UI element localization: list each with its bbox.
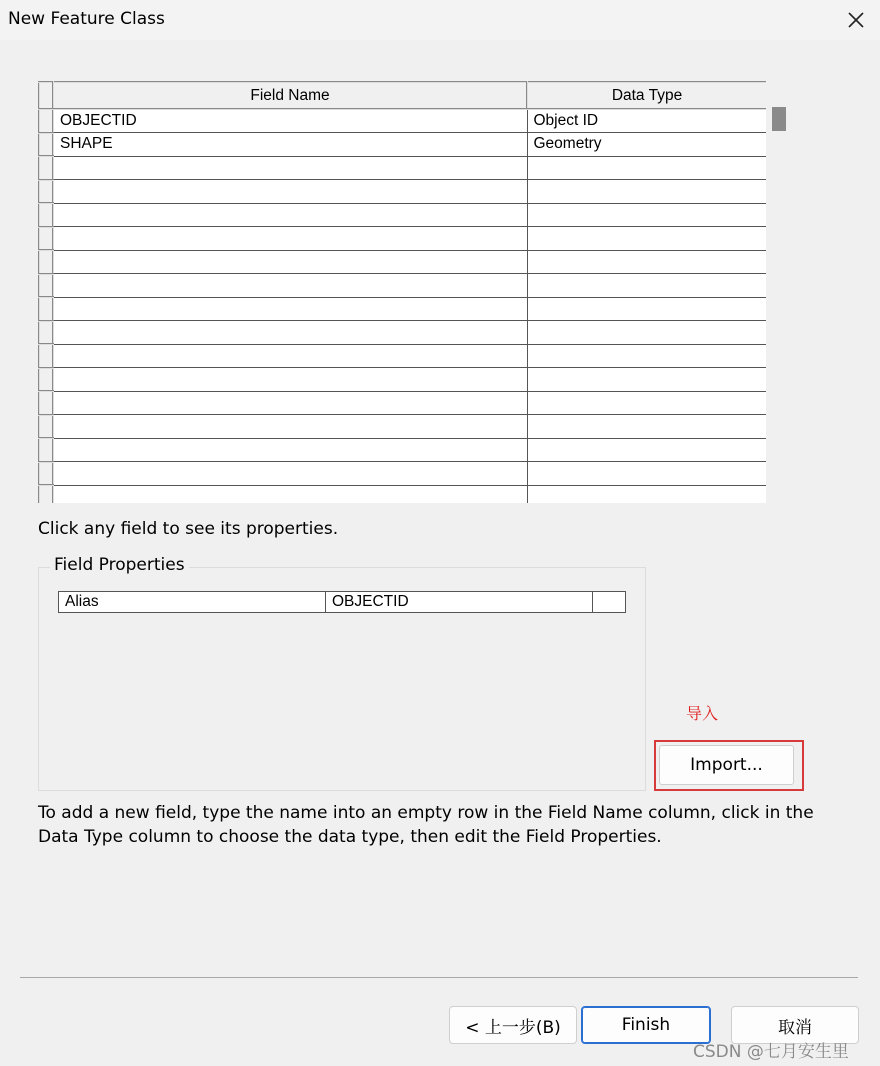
- field-name-cell[interactable]: [53, 274, 527, 298]
- property-value[interactable]: OBJECTID: [326, 592, 593, 613]
- field-name-cell[interactable]: [53, 368, 527, 392]
- field-grid[interactable]: [38, 81, 766, 503]
- property-name: Alias: [59, 592, 326, 613]
- row-header[interactable]: [39, 462, 53, 486]
- field-name-cell[interactable]: [53, 344, 527, 368]
- field-name-cell[interactable]: [53, 462, 527, 486]
- field-name-cell[interactable]: [53, 321, 527, 345]
- data-type-cell[interactable]: [527, 250, 766, 274]
- grid-header-row: [39, 82, 766, 109]
- close-icon: [842, 6, 870, 34]
- fields-table: [38, 81, 766, 503]
- table-row[interactable]: [39, 415, 766, 439]
- table-row[interactable]: [39, 462, 766, 486]
- table-row[interactable]: [39, 156, 766, 180]
- table-row[interactable]: [39, 180, 766, 204]
- data-type-cell[interactable]: [527, 344, 766, 368]
- data-type-cell[interactable]: [527, 297, 766, 321]
- field-name-cell[interactable]: OBJECTID: [53, 109, 527, 133]
- table-row[interactable]: [39, 109, 766, 133]
- table-row[interactable]: [39, 485, 766, 503]
- field-name-cell[interactable]: [53, 415, 527, 439]
- field-name-cell[interactable]: [53, 391, 527, 415]
- field-properties-legend: Field Properties: [50, 555, 189, 575]
- row-header[interactable]: [39, 485, 53, 503]
- field-properties-table: [58, 591, 626, 613]
- data-type-cell[interactable]: Object ID: [527, 109, 766, 133]
- data-type-header[interactable]: Data Type: [527, 82, 766, 109]
- table-row[interactable]: [39, 368, 766, 392]
- instructions-text: To add a new field, type the name into an empty row in the Field Name column, click in the Data Type column to choose the data type, then edit the Field Properties.: [38, 803, 814, 847]
- field-name-cell[interactable]: [53, 180, 527, 204]
- table-row[interactable]: [39, 133, 766, 157]
- table-row[interactable]: [39, 297, 766, 321]
- row-header[interactable]: [39, 391, 53, 415]
- data-type-cell[interactable]: [527, 415, 766, 439]
- field-name-cell[interactable]: [53, 250, 527, 274]
- back-button[interactable]: < 上一步(B): [449, 1006, 577, 1044]
- table-row[interactable]: [39, 438, 766, 462]
- field-hint-text: Click any field to see its properties.: [38, 519, 339, 539]
- row-header[interactable]: [39, 368, 53, 392]
- table-row[interactable]: [39, 250, 766, 274]
- field-name-cell[interactable]: [53, 438, 527, 462]
- data-type-cell[interactable]: [527, 274, 766, 298]
- data-type-cell[interactable]: [527, 438, 766, 462]
- table-row[interactable]: [39, 274, 766, 298]
- row-header[interactable]: [39, 297, 53, 321]
- data-type-cell[interactable]: [527, 391, 766, 415]
- close-button[interactable]: [842, 6, 870, 34]
- row-header[interactable]: [39, 344, 53, 368]
- grid-corner: [39, 82, 53, 109]
- data-type-cell[interactable]: Geometry: [527, 133, 766, 157]
- data-type-cell[interactable]: [527, 368, 766, 392]
- field-name-cell[interactable]: [53, 156, 527, 180]
- data-type-cell[interactable]: [527, 227, 766, 251]
- field-name-header[interactable]: Field Name: [53, 82, 527, 109]
- data-type-cell[interactable]: [527, 485, 766, 503]
- property-extra-cell[interactable]: [593, 592, 626, 613]
- finish-button[interactable]: Finish: [581, 1006, 711, 1044]
- data-type-cell[interactable]: [527, 321, 766, 345]
- title-bar: [0, 0, 880, 40]
- field-name-cell[interactable]: [53, 203, 527, 227]
- property-row[interactable]: [59, 592, 626, 613]
- field-name-cell[interactable]: [53, 297, 527, 321]
- table-row[interactable]: [39, 391, 766, 415]
- field-name-cell[interactable]: SHAPE: [53, 133, 527, 157]
- row-header[interactable]: [39, 250, 53, 274]
- window-title: New Feature Class: [8, 9, 165, 29]
- watermark: CSDN @七月安生里: [693, 1042, 849, 1062]
- data-type-cell[interactable]: [527, 203, 766, 227]
- row-header[interactable]: [39, 415, 53, 439]
- data-type-cell[interactable]: [527, 180, 766, 204]
- data-type-cell[interactable]: [527, 156, 766, 180]
- data-type-cell[interactable]: [527, 462, 766, 486]
- row-header[interactable]: [39, 156, 53, 180]
- table-row[interactable]: [39, 203, 766, 227]
- row-header[interactable]: [39, 438, 53, 462]
- row-header[interactable]: [39, 274, 53, 298]
- row-header[interactable]: [39, 203, 53, 227]
- row-header[interactable]: [39, 321, 53, 345]
- import-button[interactable]: Import...: [659, 745, 794, 785]
- import-annotation: 导入: [686, 704, 719, 723]
- grid-scrollbar-thumb[interactable]: [772, 107, 786, 131]
- field-name-cell[interactable]: [53, 227, 527, 251]
- row-header[interactable]: [39, 109, 53, 133]
- grid-body: [39, 109, 766, 503]
- field-name-cell[interactable]: [53, 485, 527, 503]
- table-row[interactable]: [39, 321, 766, 345]
- table-row[interactable]: [39, 227, 766, 251]
- row-header[interactable]: [39, 180, 53, 204]
- row-header[interactable]: [39, 227, 53, 251]
- table-row[interactable]: [39, 344, 766, 368]
- row-header[interactable]: [39, 133, 53, 157]
- cancel-button[interactable]: 取消: [731, 1006, 859, 1044]
- footer-divider: [20, 977, 858, 978]
